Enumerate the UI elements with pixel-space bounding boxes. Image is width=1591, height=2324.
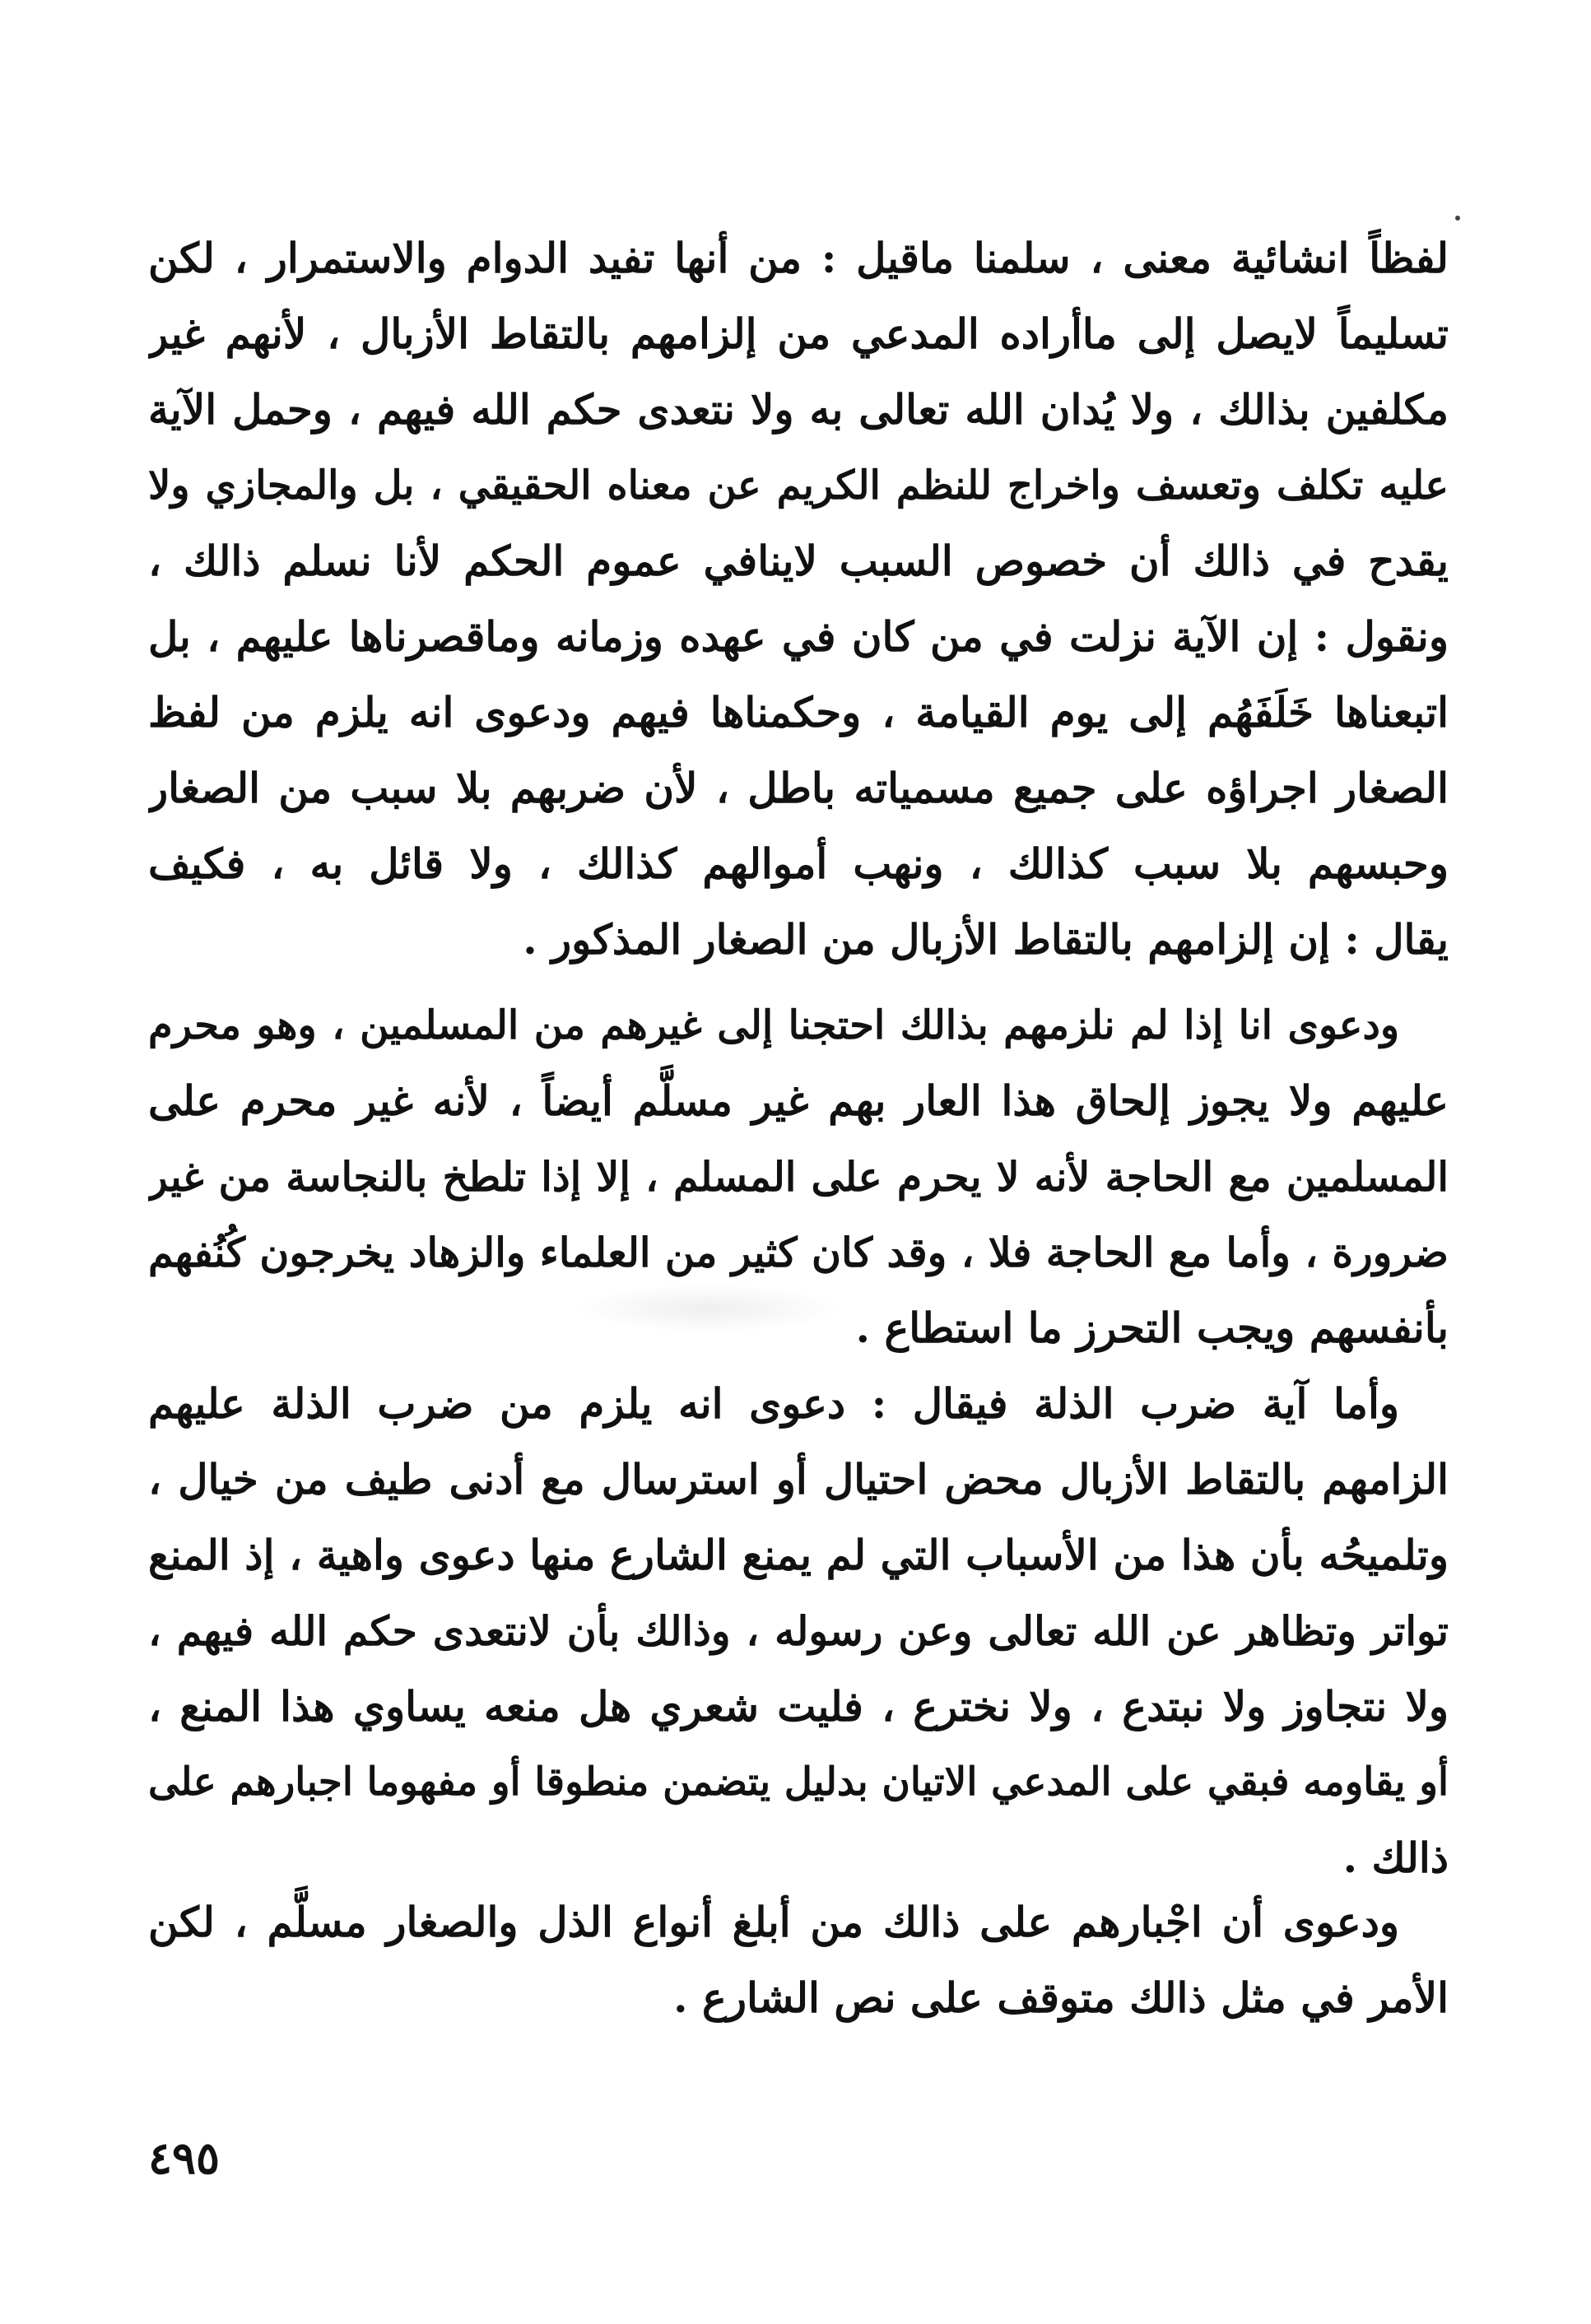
page-number: ٤٩٥	[148, 2131, 221, 2184]
text-line: يقدح في ذالك أن خصوص السبب لاينافي عموم الحكم لأنا نسلم ذالك ،	[148, 537, 1449, 585]
text-line: مكلفين بذالك ، ولا يُدان الله تعالى به ولا نتعدى حكم الله فيهم ، وحمل الآية	[148, 385, 1449, 434]
text-line: الصغار اجراؤه على جميع مسمياته باطل ، لأن ضربهم بلا سبب من الصغار	[148, 764, 1449, 812]
text-line: اتبعناها خَلَفَهُم إلى يوم القيامة ، وحكمناها فيهم ودعوى انه يلزم من لفظ	[148, 688, 1449, 737]
text-line: يقال : إن إلزامهم بالتقاط الأزبال من الصغار المذكور .	[523, 915, 1449, 964]
paragraph-4	[148, 1885, 1449, 2036]
text-line: ودعوى انا إذا لم نلزمهم بذالك احتجنا إلى غيرهم من المسلمين ، وهو محرم	[148, 1002, 1400, 1048]
paragraph-2	[148, 988, 1449, 1366]
text-line: ذالك .	[1342, 1834, 1449, 1882]
text-line: لفظاً انشائية معنى ، سلمنا ماقيل : من أنها تفيد الدوام والاستمرار ، لكن	[148, 234, 1449, 282]
paragraph-1	[148, 221, 1449, 978]
text-line: المسلمين مع الحاجة لأنه لا يحرم على المسلم ، إلا إذا تلطخ بالنجاسة من غير	[148, 1153, 1449, 1201]
text-line: تسليماً لايصل إلى ماأراده المدعي من إلزامهم بالتقاط الأزبال ، لأنهم غير	[148, 309, 1449, 358]
text-line: أو يقاومه فبقي على المدعي الاتيان بدليل يتضمن منطوقا أو مفهوما اجبارهم على	[148, 1759, 1449, 1805]
text-line: وتلميحُه بأن هذا من الأسباب التي لم يمنع الشارع منها دعوى واهية ، إذ المنع	[148, 1531, 1449, 1579]
text-line: ونقول : إن الآية نزلت في من كان في عهده وزمانه وماقصرناها عليهم ، بل	[148, 612, 1449, 661]
paragraph-3	[148, 1366, 1449, 1896]
text-line: وأما آية ضرب الذلة فيقال : دعوى انه يلزم من ضرب الذلة عليهم	[148, 1379, 1399, 1428]
text-line: وحبسهم بلا سبب كذالك ، ونهب أموالهم كذالك ، ولا قائل به ، فكيف	[148, 839, 1449, 888]
text-line: الأمر في مثل ذالك متوقف على نص الشارع .	[673, 1973, 1449, 2022]
text-line: ضرورة ، وأما مع الحاجة فلا ، وقد كان كثير من العلماء والزهاد يخرجون كُنُفهم	[148, 1229, 1449, 1276]
text-line: الزامهم بالتقاط الأزبال محض احتيال أو استرسال مع أدنى طيف من خيال ،	[148, 1455, 1449, 1504]
text-line: عليهم ولا يجوز إلحاق هذا العار بهم غير مسلَّم أيضاً ، لأنه غير محرم على	[148, 1076, 1449, 1125]
text-line: تواتر وتظاهر عن الله تعالى وعن رسوله ، وذالك بأن لانتعدى حكم الله فيهم ،	[148, 1607, 1449, 1655]
text-line: ولا نتجاوز ولا نبتدع ، ولا نخترع ، فليت شعري هل منعه يساوي هذا المنع ،	[148, 1682, 1449, 1731]
ink-speck	[1455, 216, 1460, 221]
text-line: ودعوى أن اجْبارهم على ذالك من أبلغ أنواع الذل والصغار مسلَّم ، لكن	[148, 1898, 1399, 1946]
text-line: بأنفسهم ويجب التحرز ما استطاع .	[855, 1304, 1449, 1352]
text-line: عليه تكلف وتعسف واخراج للنظم الكريم عن معناه الحقيقي ، بل والمجازي ولا	[148, 462, 1449, 509]
